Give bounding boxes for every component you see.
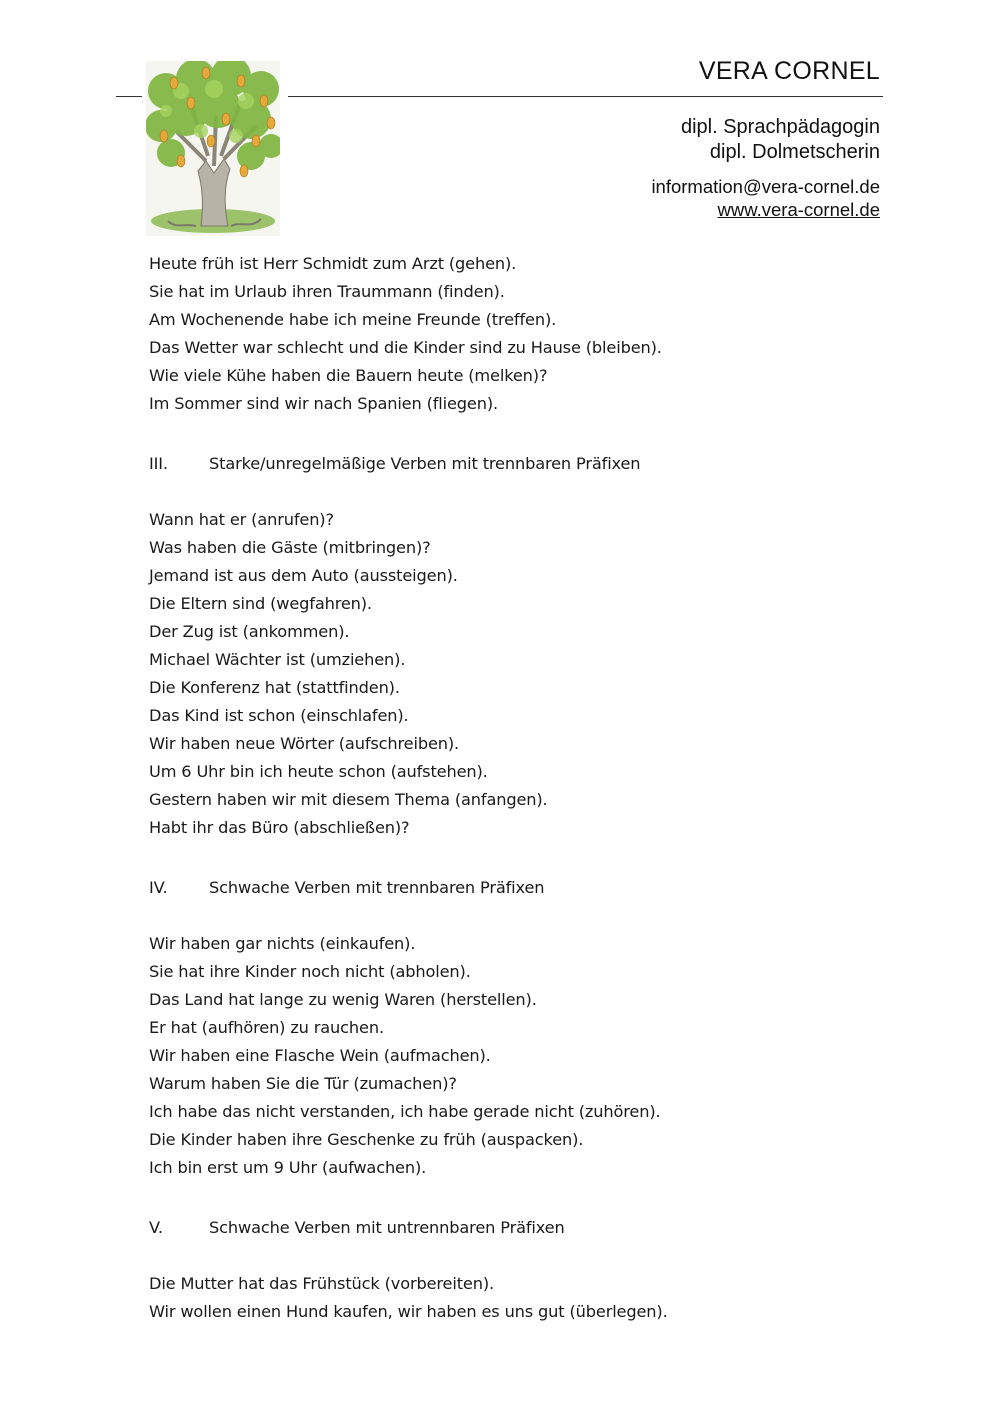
exercise-line: Jemand ist aus dem Auto (aussteigen).: [149, 566, 458, 585]
header-divider-right: [288, 96, 883, 97]
author-name: VERA CORNEL: [698, 57, 880, 85]
header-divider-left: [116, 96, 142, 97]
section-title: Schwache Verben mit trennbaren Präfixen: [209, 878, 545, 897]
section-title: Starke/unregelmäßige Verben mit trennbaren Präfixen: [209, 454, 641, 473]
exercise-line: Wir haben eine Flasche Wein (aufmachen).: [149, 1046, 491, 1065]
exercise-line: Die Eltern sind (wegfahren).: [149, 594, 372, 613]
exercise-line: Warum haben Sie die Tür (zumachen)?: [149, 1074, 457, 1093]
exercise-line: Wir haben gar nichts (einkaufen).: [149, 934, 416, 953]
exercise-line: Die Konferenz hat (stattfinden).: [149, 678, 400, 697]
exercise-line: Wann hat er (anrufen)?: [149, 510, 334, 529]
exercise-line: Das Kind ist schon (einschlafen).: [149, 706, 409, 725]
exercise-line: Ich habe das nicht verstanden, ich habe gerade nicht (zuhören).: [149, 1102, 661, 1121]
exercise-line: Um 6 Uhr bin ich heute schon (aufstehen).: [149, 762, 488, 781]
exercise-line: Heute früh ist Herr Schmidt zum Arzt (gehen).: [149, 254, 517, 273]
exercise-body: [149, 250, 889, 1326]
section-title: Schwache Verben mit untrennbaren Präfixen: [209, 1218, 565, 1237]
tree-icon: [146, 61, 280, 236]
section-number: IV.: [149, 878, 168, 897]
exercise-line: Sie hat im Urlaub ihren Traummann (finden).: [149, 282, 505, 301]
exercise-line: Das Wetter war schlecht und die Kinder sind zu Hause (bleiben).: [149, 338, 662, 357]
exercise-line: Sie hat ihre Kinder noch nicht (abholen).: [149, 962, 471, 981]
exercise-line: Gestern haben wir mit diesem Thema (anfangen).: [149, 790, 548, 809]
exercise-line: Die Kinder haben ihre Geschenke zu früh (auspacken).: [149, 1130, 584, 1149]
section-heading-iii: [149, 450, 889, 478]
exercise-line: Wir wollen einen Hund kaufen, wir haben es uns gut (überlegen).: [149, 1302, 668, 1321]
exercise-line: Ich bin erst um 9 Uhr (aufwachen).: [149, 1158, 427, 1177]
exercise-line: Er hat (aufhören) zu rauchen.: [149, 1018, 384, 1037]
exercise-line: Das Land hat lange zu wenig Waren (herstellen).: [149, 990, 537, 1009]
author-title-1: dipl. Sprachpädagogin: [680, 116, 880, 138]
exercise-line: Was haben die Gäste (mitbringen)?: [149, 538, 431, 557]
exercise-line: Wir haben neue Wörter (aufschreiben).: [149, 734, 460, 753]
exercise-line: Die Mutter hat das Frühstück (vorbereiten).: [149, 1274, 494, 1293]
exercise-line: Am Wochenende habe ich meine Freunde (treffen).: [149, 310, 557, 329]
exercise-line: Der Zug ist (ankommen).: [149, 622, 350, 641]
exercise-line: Im Sommer sind wir nach Spanien (fliegen).: [149, 394, 499, 413]
section-number: III.: [149, 454, 168, 473]
section-number: V.: [149, 1218, 163, 1237]
exercise-line: Wie viele Kühe haben die Bauern heute (melken)?: [149, 366, 548, 385]
email-link[interactable]: information@vera-cornel.de: [651, 176, 880, 197]
exercise-line: Michael Wächter ist (umziehen).: [149, 650, 406, 669]
section-heading-v: [149, 1214, 889, 1242]
author-title-2: dipl. Dolmetscherin: [709, 141, 880, 163]
exercise-line: Habt ihr das Büro (abschließen)?: [149, 818, 410, 837]
section-heading-iv: [149, 874, 889, 902]
website-link[interactable]: www.vera-cornel.de: [717, 199, 880, 220]
